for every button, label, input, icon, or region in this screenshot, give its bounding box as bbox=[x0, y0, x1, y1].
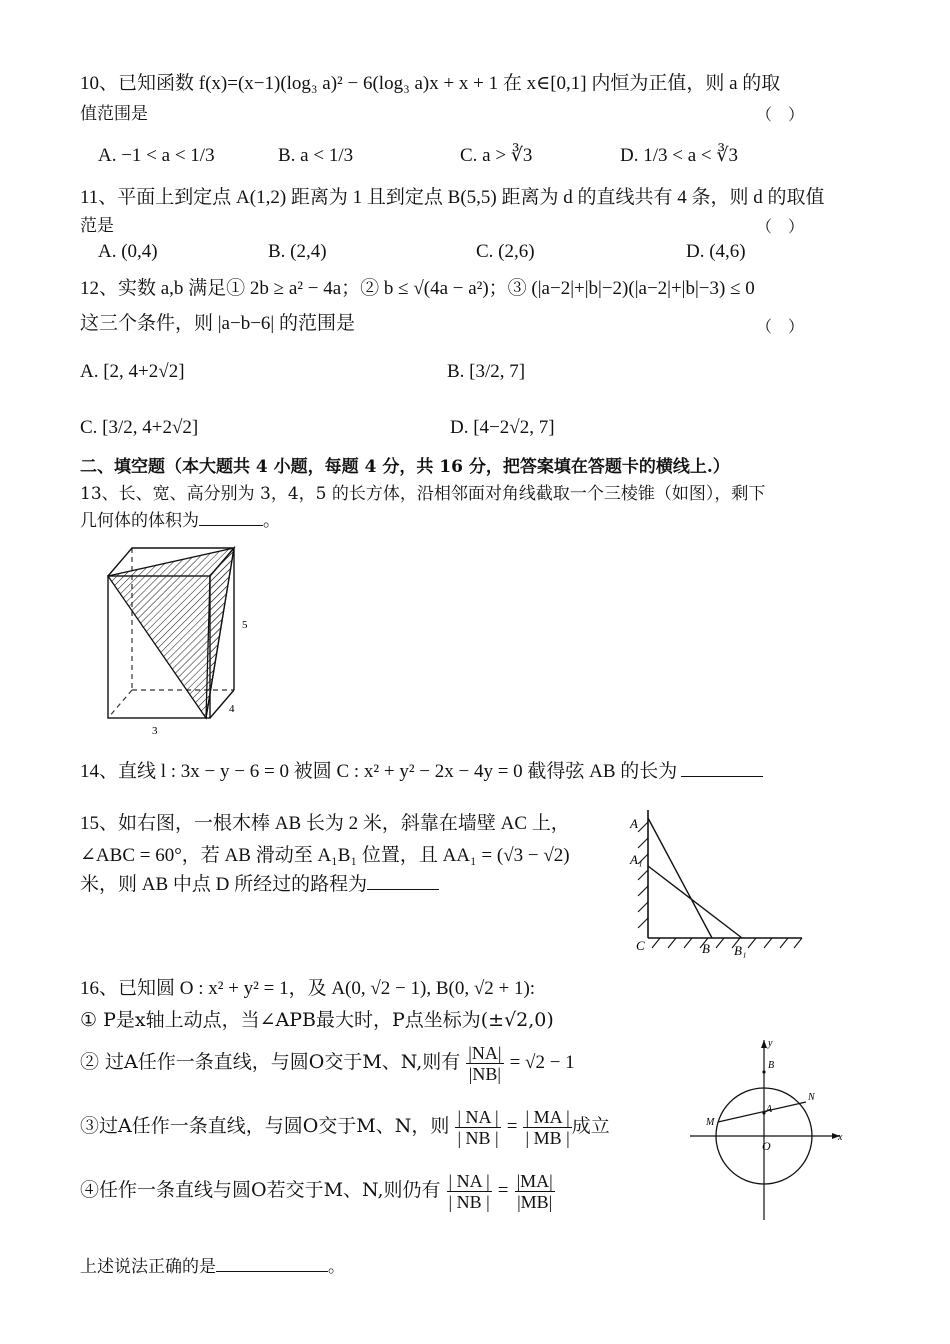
q11-line1: 11、平面上到定点 A(1,2) 距离为 1 且到定点 B(5,5) 距离为 d 的直线共有 4 条，则 d 的取值 bbox=[80, 187, 825, 208]
label-x: x bbox=[838, 1132, 843, 1143]
q14-answer-blank bbox=[681, 758, 763, 777]
q14-line1: 14、直线 l : 3x − y − 6 = 0 被圆 C : x² + y² − 2x − 4y = 0 截得弦 AB 的长为 bbox=[80, 758, 763, 784]
q11-line2: 范是 bbox=[80, 216, 114, 236]
label-o: O bbox=[762, 1139, 771, 1153]
q12-option-a: A. [2, 4+2√2] bbox=[80, 361, 185, 382]
q11-option-c: C. (2,6) bbox=[476, 241, 535, 262]
label-y: y bbox=[768, 1038, 773, 1049]
q16-s2-fraction: $\frac{|NA|}{|NB|}$ bbox=[468, 1042, 502, 1084]
q16-s4-fraction-left: $\frac{| NA |}{| NB |}$ bbox=[448, 1170, 490, 1212]
q13-line2: 几何体的体积为 。 bbox=[80, 507, 280, 533]
q10-option-c: C. a > ∛3 bbox=[460, 145, 533, 166]
q11-answer-paren: （ ） bbox=[756, 217, 805, 236]
label-a1: A₁ bbox=[630, 852, 643, 867]
q12-option-c: C. [3/2, 4+2√2] bbox=[80, 417, 199, 438]
q13-line1: 13、长、宽、高分别为 3，4，5 的长方体，沿相邻面对角线截取一个三棱锥（如图），剩下 bbox=[80, 484, 766, 504]
q15-line3: 米，则 AB 中点 D 所经过的路程为 bbox=[80, 871, 439, 897]
ladder-ab bbox=[648, 818, 712, 938]
q10-option-a: A. −1 < a < 1/3 bbox=[98, 145, 215, 166]
label-m: M bbox=[706, 1117, 715, 1128]
q16-s3-fraction-left: $\frac{| NA |}{| NB |}$ bbox=[457, 1106, 499, 1148]
q11-option-a: A. (0,4) bbox=[98, 241, 158, 262]
q16-statement-4: ④任作一条直线与圆O若交于M、N,则仍有 $\frac{| NA |}{| NB |}$ = $\frac{|MA|}{|MB|}$ bbox=[80, 1170, 553, 1212]
label-b1: B₁ bbox=[734, 943, 747, 958]
q11-option-b: B. (2,4) bbox=[268, 241, 327, 262]
wall-hatching bbox=[638, 822, 648, 928]
q12-line2: 这三个条件，则 |a−b−6| 的范围是 bbox=[80, 313, 355, 334]
label-c: C bbox=[636, 938, 645, 953]
q16-s3-fraction-right: $\frac{| MA |}{| MB |}$ bbox=[525, 1106, 570, 1148]
q16-statement-3: ③过A任作一条直线，与圆O交于M、N，则 $\frac{| NA |}{| NB |}$ = $\frac{| MA |}{| MB |}$ 成立 bbox=[80, 1106, 610, 1148]
label-a: A bbox=[766, 1104, 773, 1115]
y-axis-arrow bbox=[761, 1040, 767, 1048]
chord-mn bbox=[718, 1102, 806, 1122]
final-answer-line: 上述说法正确的是 。 bbox=[80, 1253, 345, 1279]
label-b: B bbox=[702, 941, 710, 956]
ladder-a1b1 bbox=[648, 866, 742, 938]
ground-hatching bbox=[652, 938, 802, 948]
q12-option-b: B. [3/2, 7] bbox=[447, 361, 526, 382]
label-height: 5 bbox=[242, 619, 248, 631]
q16-statement-2: ② 过A任作一条直线，与圆O交于M、N,则有 $\frac{|NA|}{|NB|}$ = √2 − 1 bbox=[80, 1042, 575, 1084]
label-a: A bbox=[630, 816, 638, 831]
q15-line1: 15、如右图，一根木棒 AB 长为 2 米，斜靠在墙壁 AC 上， bbox=[80, 813, 570, 834]
q10-line2: 值范围是 bbox=[80, 104, 148, 124]
label-n: N bbox=[808, 1092, 815, 1103]
q12-option-d: D. [4−2√2, 7] bbox=[450, 417, 555, 438]
q13-answer-blank bbox=[199, 507, 263, 526]
q16-circle-figure bbox=[686, 1036, 856, 1226]
cuboid-hidden-edge bbox=[108, 690, 132, 718]
q15-line2: ∠ABC = 60°，若 AB 滑动至 A₁B₁ 位置，且 AA₁ = (√3 − √2) bbox=[80, 845, 570, 866]
q12-line1: 12、实数 a,b 满足① 2b ≥ a² − 4a；② b ≤ √(4a − a²)；③ (|a−2|+|b|−2)(|a−2|+|b|−3) ≤ 0 bbox=[80, 278, 755, 299]
label-b: B bbox=[768, 1060, 775, 1071]
label-width: 4 bbox=[229, 703, 235, 715]
q16-s4-fraction-right: $\frac{|MA|}{|MB|}$ bbox=[516, 1170, 553, 1212]
q11-option-d: D. (4,6) bbox=[686, 241, 746, 262]
q15-answer-blank bbox=[367, 871, 439, 890]
q12-answer-paren: （ ） bbox=[756, 317, 805, 336]
q16-line1: 16、已知圆 O : x² + y² = 1，及 A(0, √2 − 1), B(0, √2 + 1): bbox=[80, 978, 536, 999]
q13-cuboid-figure bbox=[96, 540, 366, 740]
final-answer-blank bbox=[216, 1253, 328, 1272]
q10-option-d: D. 1/3 < a < ∛3 bbox=[620, 145, 738, 166]
q10-option-b: B. a < 1/3 bbox=[278, 145, 354, 166]
q15-ladder-figure bbox=[624, 800, 814, 960]
q10-answer-paren: （ ） bbox=[756, 105, 805, 124]
point-b bbox=[762, 1070, 765, 1073]
q16-statement-1: ① P是x轴上动点，当∠APB最大时，P点坐标为(±√2,0) bbox=[80, 1009, 554, 1031]
section2-heading: 二、填空题（本大题共 4 小题，每题 4 分，共 16 分，把答案填在答题卡的横线上.） bbox=[80, 457, 730, 477]
label-length: 3 bbox=[152, 725, 158, 737]
q10-line1: 10、已知函数 f(x)=(x−1)(log₃ a)² − 6(log₃ a)x + x + 1 在 x∈[0,1] 内恒为正值，则 a 的取 bbox=[80, 73, 781, 94]
